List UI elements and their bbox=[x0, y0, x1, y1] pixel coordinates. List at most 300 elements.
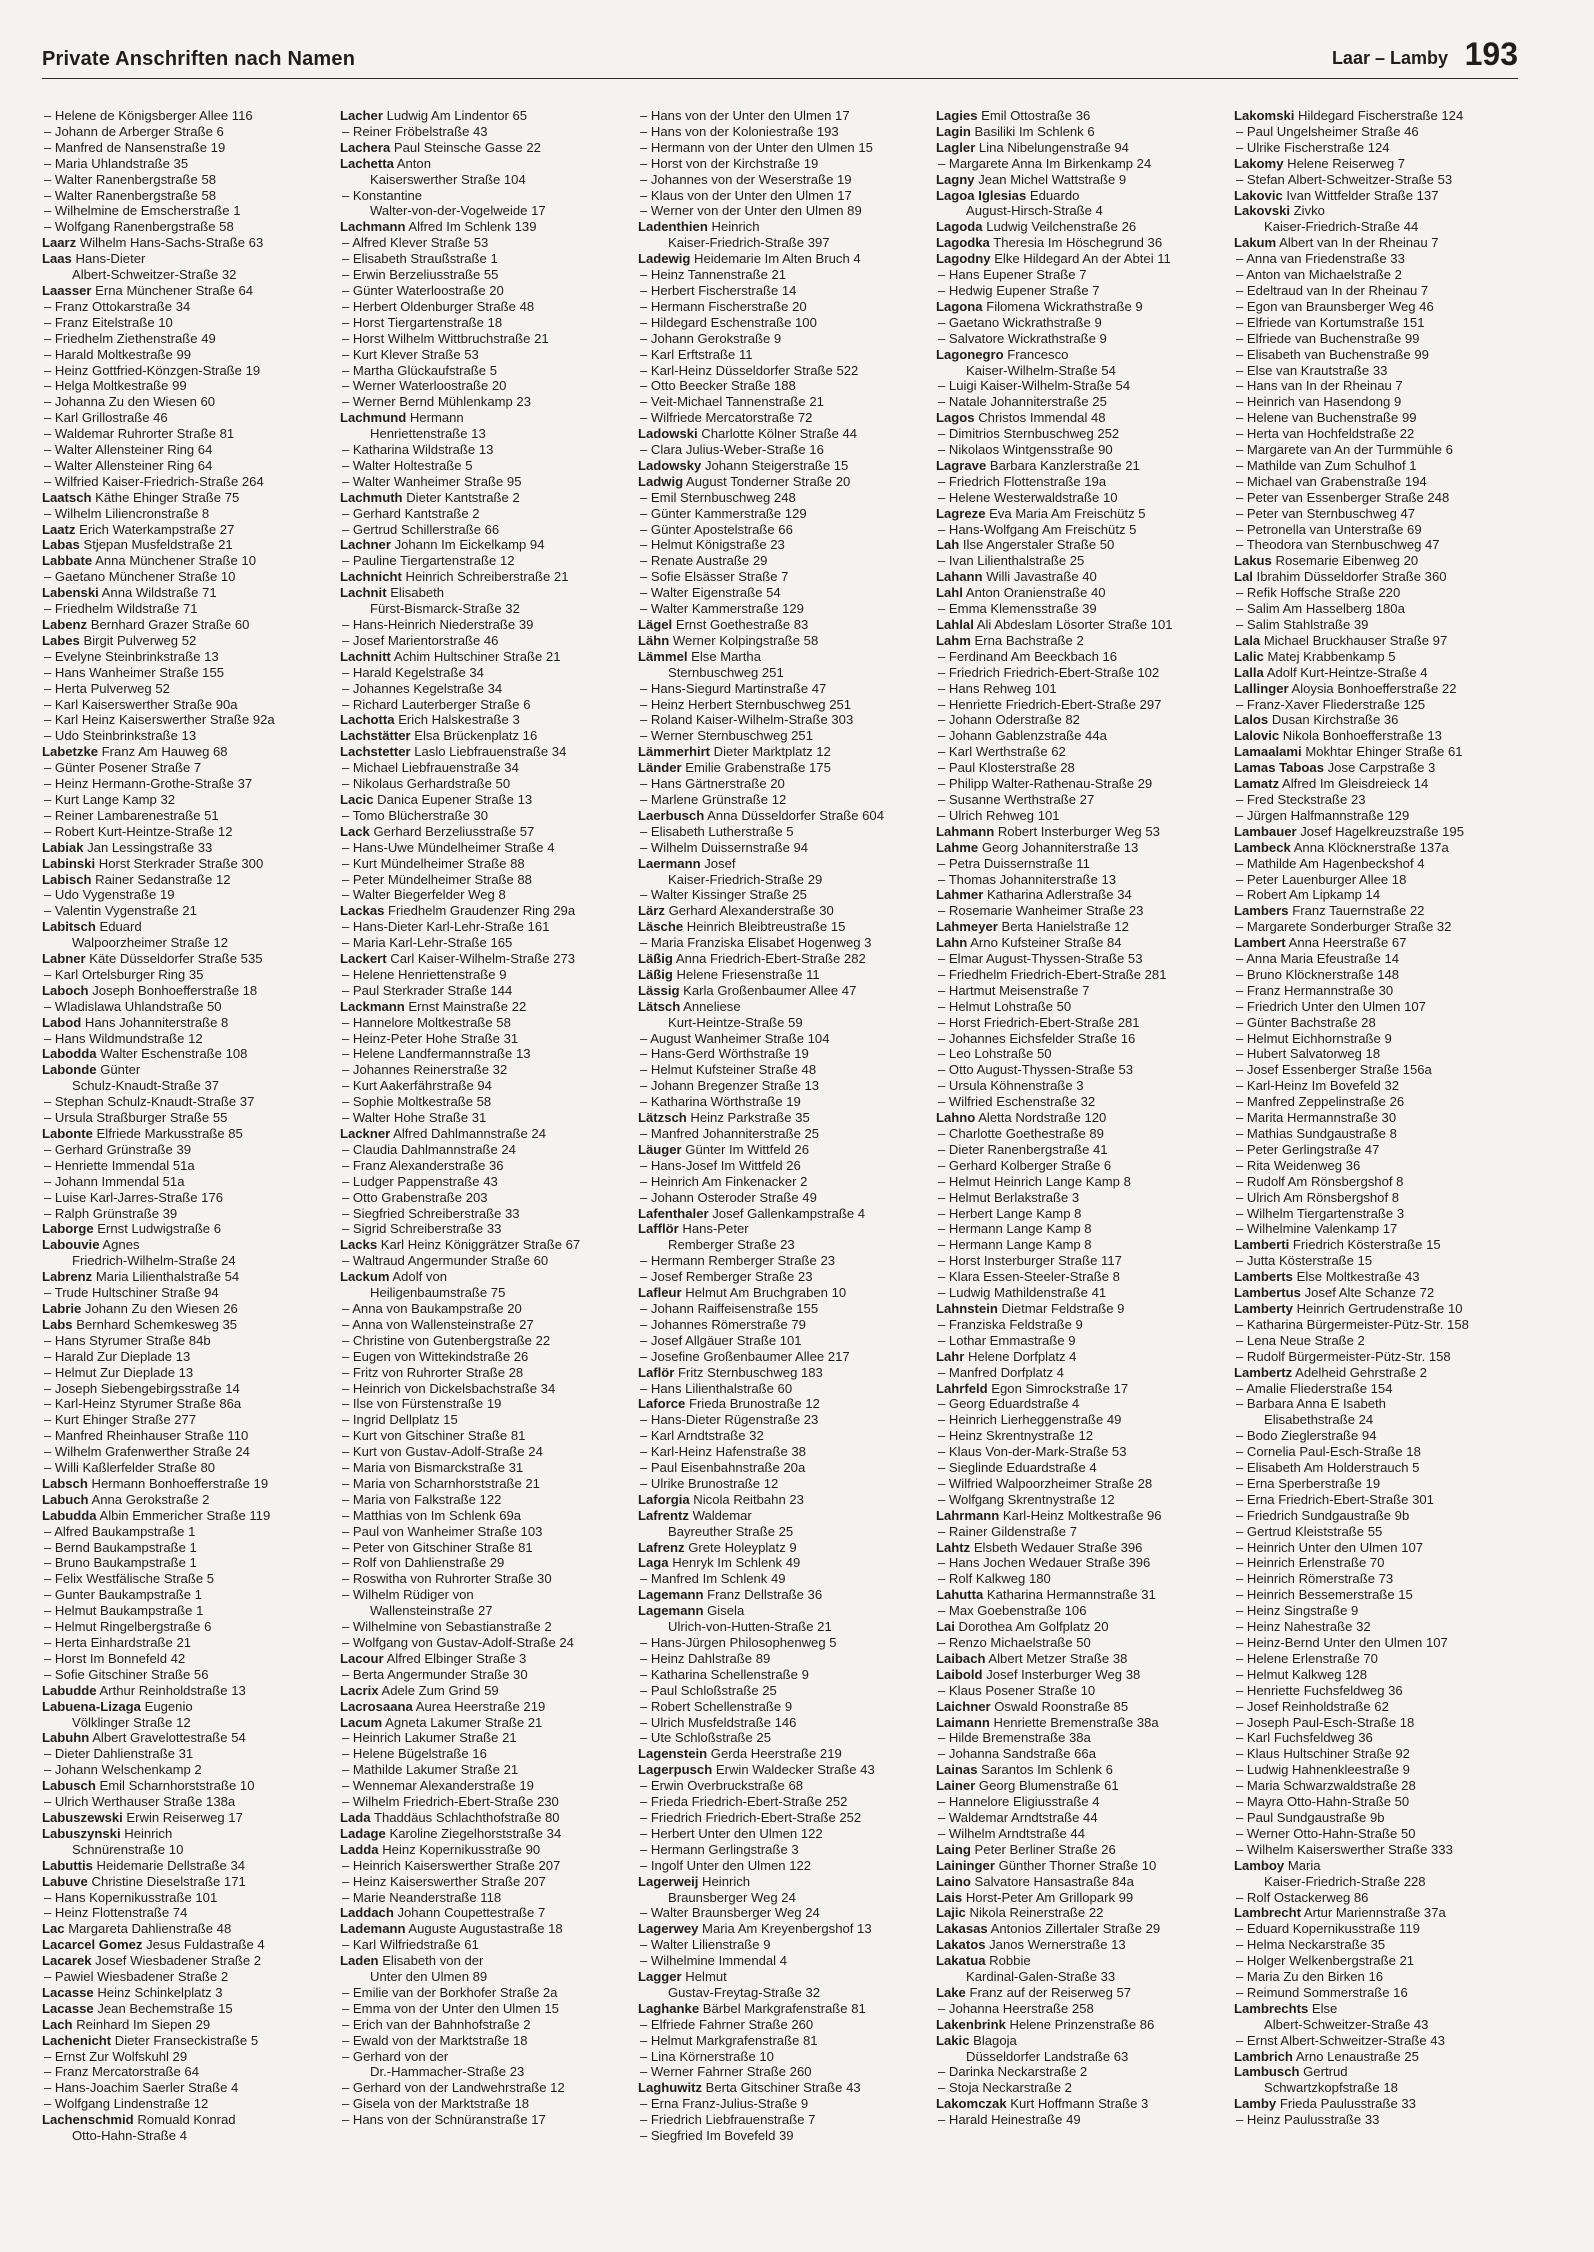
entry-line: – Reimund Sommerstraße 16 bbox=[1234, 1985, 1518, 2001]
entry-line: – Hermann Lange Kamp 8 bbox=[936, 1237, 1220, 1253]
entry-text: Else Moltkestraße 43 bbox=[1292, 1269, 1420, 1285]
entry-text: Georg Blumenstraße 61 bbox=[975, 1778, 1119, 1794]
entry-line: – Marlene Grünstraße 12 bbox=[638, 792, 922, 808]
surname: Lagerwey bbox=[638, 1921, 699, 1937]
entry-line: – Karl Fuchsfeldweg 36 bbox=[1234, 1730, 1518, 1746]
entry-surname-line bbox=[340, 1810, 624, 1826]
entry-line: – Helmut Lohstraße 50 bbox=[936, 999, 1220, 1015]
surname: Lakasas bbox=[936, 1921, 988, 1937]
surname: Lachstätter bbox=[340, 728, 411, 744]
entry-line: – Katharina Schellenstraße 9 bbox=[638, 1667, 922, 1683]
surname: Lafflör bbox=[638, 1221, 679, 1237]
entry-line: – Lothar Emmastraße 9 bbox=[936, 1333, 1220, 1349]
entry-line: – Wilfried Kaiser-Friedrich-Straße 264 bbox=[42, 474, 326, 490]
entry-text: Jose Carpstraße 3 bbox=[1324, 760, 1436, 776]
entry-line: – Franz-Xaver Fliederstraße 125 bbox=[1234, 697, 1518, 713]
surname: Laasser bbox=[42, 282, 92, 298]
entry-line: – Ludwig Mathildenstraße 41 bbox=[936, 1285, 1220, 1301]
entry-line: – Karl-Heinz Düsseldorfer Straße 522 bbox=[638, 363, 922, 379]
entry-continuation: Albert-Schweitzer-Straße 43 bbox=[1264, 2016, 1429, 2032]
entry-line: – August Wanheimer Straße 104 bbox=[638, 1031, 922, 1047]
entry-line: – Hans Jochen Wedauer Straße 396 bbox=[936, 1555, 1220, 1571]
surname: Lagona bbox=[936, 298, 983, 314]
entry-line: – Willi Kaßlerfelder Straße 80 bbox=[42, 1460, 326, 1476]
entry-line: – Werner Bernd Mühlenkamp 23 bbox=[340, 394, 624, 410]
entry-surname-line bbox=[42, 235, 326, 251]
entry-text: Peter Berliner Straße 26 bbox=[970, 1841, 1116, 1857]
entry-text: Paul Steinsche Gasse 22 bbox=[390, 139, 541, 155]
entry-line: – Klaus Hultschiner Straße 92 bbox=[1234, 1746, 1518, 1762]
entry-text: Carl Kaiser-Wilhelm-Straße 273 bbox=[386, 951, 576, 967]
surname: Lagreze bbox=[936, 505, 986, 521]
entry-line: – Ulrich Am Rönsbergshof 8 bbox=[1234, 1190, 1518, 1206]
surname: Lakomski bbox=[1234, 108, 1295, 123]
entry-line: – Josef Reinholdstraße 62 bbox=[1234, 1699, 1518, 1715]
entry-line: – Ralph Grünstraße 39 bbox=[42, 1206, 326, 1222]
entry-line: – Elfriede van Buchenstraße 99 bbox=[1234, 331, 1518, 347]
entry-line: – Klaus Posener Straße 10 bbox=[936, 1683, 1220, 1699]
entry-line: – Matthias von Im Schlenk 69a bbox=[340, 1508, 624, 1524]
entry-text: Erna Bachstraße 2 bbox=[970, 632, 1084, 648]
entry-text: Arthur Reinholdstraße 13 bbox=[96, 1682, 246, 1698]
entry-line: – Bodo Zieglerstraße 94 bbox=[1234, 1428, 1518, 1444]
entry-text: Alfred Im Gleisdreieck 14 bbox=[1279, 776, 1429, 792]
entry-line: – Helmut Markgrafenstraße 81 bbox=[638, 2033, 922, 2049]
entry-line: – Gerhard Kolberger Straße 6 bbox=[936, 1158, 1220, 1174]
entry-line: – Helmut Heinrich Lange Kamp 8 bbox=[936, 1174, 1220, 1190]
surname: Lachera bbox=[340, 139, 391, 155]
surname: Lachmuth bbox=[340, 489, 403, 505]
surname: Lacks bbox=[340, 1237, 378, 1253]
entry-text: Emil Ottostraße 36 bbox=[977, 108, 1091, 123]
entry-surname-line bbox=[638, 219, 922, 235]
surname: Lahm bbox=[936, 632, 971, 648]
entry-line: – Ludger Pappenstraße 43 bbox=[340, 1174, 624, 1190]
entry-text: Anneliese bbox=[680, 998, 741, 1014]
entry-line: – Else van Krautstraße 33 bbox=[1234, 363, 1518, 379]
page-title: Private Anschriften nach Namen bbox=[42, 48, 356, 70]
entry-line: – Paul Sundgaustraße 9b bbox=[1234, 1810, 1518, 1826]
entry-line: – Helene de Königsberger Allee 116 bbox=[42, 108, 326, 124]
entry-text: Adelheid Gehrstraße 2 bbox=[1292, 1364, 1427, 1380]
entry-line: – Rosemarie Wanheimer Straße 23 bbox=[936, 903, 1220, 919]
entry-text: Elfriede Markusstraße 85 bbox=[92, 1126, 243, 1141]
surname: Labuszewski bbox=[42, 1809, 123, 1825]
surname: Laarz bbox=[42, 235, 77, 251]
entry-text: Friedrich Kösterstraße 15 bbox=[1289, 1237, 1441, 1253]
entry-line: – Walter Lilienstraße 9 bbox=[638, 1937, 922, 1953]
entry-text: Alfred Dahlmannstraße 24 bbox=[390, 1126, 546, 1141]
surname: Lachstetter bbox=[340, 744, 411, 760]
entry-line: – Helene Westerwaldstraße 10 bbox=[936, 490, 1220, 506]
entry-line: – Johannes Reinerstraße 32 bbox=[340, 1062, 624, 1078]
entry-line: – Rita Weidenweg 36 bbox=[1234, 1158, 1518, 1174]
entry-surname-line bbox=[1234, 2001, 1518, 2017]
entry-surname-line bbox=[936, 1842, 1220, 1858]
surname: Lambertz bbox=[1234, 1364, 1293, 1380]
entry-surname-line bbox=[638, 2001, 922, 2017]
surname: Labas bbox=[42, 537, 80, 553]
entry-text: Ernst Mainstraße 22 bbox=[404, 998, 527, 1014]
entry-line: – Friedrich Friedrich-Ebert-Straße 252 bbox=[638, 1810, 922, 1826]
entry-text: Aloysia Bonhoefferstraße 22 bbox=[1288, 680, 1457, 696]
entry-surname-line bbox=[1234, 935, 1518, 951]
entry-text: Maria bbox=[1284, 1857, 1321, 1873]
entry-line: – Johanna Sandstraße 66a bbox=[936, 1746, 1220, 1762]
surname: Lahmer bbox=[936, 887, 984, 903]
entry-surname-line bbox=[42, 951, 326, 967]
entry-line: – Robert Am Lipkamp 14 bbox=[1234, 887, 1518, 903]
surname: Lachmund bbox=[340, 410, 407, 426]
entry-surname-line bbox=[638, 1969, 922, 1985]
entry-line: – Friedrich Sundgaustraße 9b bbox=[1234, 1508, 1518, 1524]
entry-continuation: Schulz-Knaudt-Straße 37 bbox=[72, 1078, 220, 1094]
surname: Lalla bbox=[1234, 664, 1264, 680]
surname: Labetzke bbox=[42, 744, 99, 760]
entry-line: – Johann Osteroder Straße 49 bbox=[638, 1190, 922, 1206]
entry-text: Erwin Reiserweg 17 bbox=[122, 1809, 243, 1825]
entry-text: Else Martha bbox=[687, 648, 761, 664]
entry-line: – Jutta Kösterstraße 15 bbox=[1234, 1253, 1518, 1269]
surname: Lagerpusch bbox=[638, 1762, 713, 1778]
entry-surname-line bbox=[340, 744, 624, 760]
entry-surname-line bbox=[638, 1921, 922, 1937]
entry-line: – Marie Neanderstraße 118 bbox=[340, 1890, 624, 1906]
entry-continuation: Remberger Straße 23 bbox=[668, 1237, 795, 1253]
entry-text: Albert Gravelottestraße 54 bbox=[89, 1730, 246, 1746]
entry-surname-line bbox=[936, 633, 1220, 649]
entry-line: – Wilhelm Liliencronstraße 8 bbox=[42, 506, 326, 522]
entry-line: – Walter Kammerstraße 129 bbox=[638, 601, 922, 617]
entry-line: – Waldemar Ruhrorter Straße 81 bbox=[42, 426, 326, 442]
surname: Lacour bbox=[340, 1650, 384, 1666]
entry-line: – Johann Bregenzer Straße 13 bbox=[638, 1078, 922, 1094]
entry-line: – Manfred Johanniterstraße 25 bbox=[638, 1126, 922, 1142]
entry-text: Heinrich bbox=[698, 1873, 751, 1889]
entry-line: – Karl-Heinz Styrumer Straße 86a bbox=[42, 1396, 326, 1412]
entry-line: – Horst Tiergartenstraße 18 bbox=[340, 315, 624, 331]
entry-text: Katharina Hermannstraße 31 bbox=[983, 1587, 1156, 1603]
entry-line: – Hans Rehweg 101 bbox=[936, 681, 1220, 697]
surname: Lahnstein bbox=[936, 1300, 998, 1316]
entry-line: – Wolfgang Skrentnystraße 12 bbox=[936, 1492, 1220, 1508]
entry-line: – Alfred Klever Straße 53 bbox=[340, 235, 624, 251]
entry-text: Bernhard Grazer Straße 60 bbox=[87, 617, 250, 632]
entry-surname-line bbox=[936, 458, 1220, 474]
entry-text: Hans-Peter bbox=[678, 1221, 749, 1237]
surname: Laerbusch bbox=[638, 807, 705, 823]
entry-continuation: Kurt-Heintze-Straße 59 bbox=[668, 1014, 803, 1030]
entry-surname-line bbox=[1234, 235, 1518, 251]
surname: Lagrave bbox=[936, 457, 987, 473]
entry-text: Gertrud bbox=[1299, 2064, 1348, 2080]
entry-line: – Siegfried Im Bovefeld 39 bbox=[638, 2128, 922, 2144]
entry-text: Bernhard Schemkesweg 35 bbox=[72, 1316, 238, 1332]
surname: Labonde bbox=[42, 1062, 97, 1078]
surname: Lagemann bbox=[638, 1603, 704, 1619]
entry-line: – Werner Otto-Hahn-Straße 50 bbox=[1234, 1826, 1518, 1842]
entry-line: – Gaetano Münchener Straße 10 bbox=[42, 569, 326, 585]
entry-text: Rosemarie Eibenweg 20 bbox=[1271, 553, 1419, 569]
entry-line: – Susanne Werthstraße 27 bbox=[936, 792, 1220, 808]
entry-text: Johann Im Eickelkamp 94 bbox=[390, 537, 545, 553]
surname: Lämmerhirt bbox=[638, 744, 711, 760]
surname: Labinski bbox=[42, 855, 96, 871]
surname: Lagodny bbox=[936, 251, 991, 267]
entry-surname-line bbox=[340, 712, 624, 728]
surname: Lajic bbox=[936, 1905, 966, 1921]
surname: Lacrosaana bbox=[340, 1698, 413, 1714]
entry-line: – Edeltraud van In der Rheinau 7 bbox=[1234, 283, 1518, 299]
surname: Labenz bbox=[42, 617, 88, 632]
entry-surname-line bbox=[42, 840, 326, 856]
entry-line: – Werner Sternbuschweg 251 bbox=[638, 728, 922, 744]
entry-continuation: Otto-Hahn-Straße 4 bbox=[72, 2128, 187, 2144]
entry-line: – Peter Mündelheimer Straße 88 bbox=[340, 872, 624, 888]
entry-text: Helmut Am Bruchgraben 10 bbox=[681, 1285, 847, 1301]
surname: Labsch bbox=[42, 1475, 88, 1491]
entry-surname-line bbox=[42, 983, 326, 999]
entry-text: Dieter Kantstraße 2 bbox=[402, 489, 520, 505]
surname: Ladowski bbox=[638, 426, 698, 442]
entry-surname-line bbox=[340, 1842, 624, 1858]
entry-text: Heinz Parkstraße 35 bbox=[686, 1110, 810, 1126]
entry-continuation: Kaiser-Friedrich-Straße 228 bbox=[1264, 1873, 1426, 1889]
entry-line: – Friedhelm Wildstraße 71 bbox=[42, 601, 326, 617]
entry-text: Elisabeth von der bbox=[378, 1953, 484, 1969]
surname: Ladwig bbox=[638, 473, 684, 489]
entry-line: – Herbert Unter den Ulmen 122 bbox=[638, 1826, 922, 1842]
surname: Lalic bbox=[1234, 648, 1264, 664]
entry-line: – Peter van Sternbuschweg 47 bbox=[1234, 506, 1518, 522]
entry-line: – Hans-Wolfgang Am Freischütz 5 bbox=[936, 522, 1220, 538]
surname: Laibold bbox=[936, 1666, 983, 1682]
entry-line: – Henriette Immendal 51a bbox=[42, 1158, 326, 1174]
page-number: 193 bbox=[1464, 36, 1518, 72]
entry-line: – Heinz Hermann-Grothe-Straße 37 bbox=[42, 776, 326, 792]
entry-line: – Kurt Mündelheimer Straße 88 bbox=[340, 856, 624, 872]
surname: Lacic bbox=[340, 791, 374, 807]
entry-line: – Horst Im Bonnefeld 42 bbox=[42, 1651, 326, 1667]
entry-text: Ludwig Veilchenstraße 26 bbox=[982, 219, 1137, 235]
entry-text: Helene Friesenstraße 11 bbox=[672, 966, 820, 982]
entry-line: – Gerhard von der bbox=[340, 2049, 624, 2065]
entry-surname-line bbox=[638, 967, 922, 983]
entry-text: Franz Am Hauweg 68 bbox=[98, 744, 228, 760]
entry-surname-line bbox=[936, 1110, 1220, 1126]
surname: Lalos bbox=[1234, 712, 1269, 728]
entry-text: Hans Johanniterstraße 8 bbox=[81, 1014, 229, 1030]
entry-surname-line bbox=[42, 1301, 326, 1317]
entry-line: – Katharina Bürgermeister-Pütz-Str. 158 bbox=[1234, 1317, 1518, 1333]
surname: Lachmann bbox=[340, 219, 406, 235]
entry-surname-line bbox=[936, 124, 1220, 140]
surname: Laden bbox=[340, 1953, 379, 1969]
entry-text: Wilhelm Hans-Sachs-Straße 63 bbox=[76, 235, 264, 251]
entry-surname-line bbox=[638, 760, 922, 776]
entry-text: Berta Hanielstraße 12 bbox=[997, 919, 1129, 935]
entry-continuation: August-Hirsch-Straße 4 bbox=[966, 203, 1103, 219]
entry-line: – Johann de Arberger Straße 6 bbox=[42, 124, 326, 140]
entry-line: – Dieter Dahlienstraße 31 bbox=[42, 1746, 326, 1762]
surname: Laimann bbox=[936, 1714, 990, 1730]
entry-surname-line bbox=[340, 156, 624, 172]
surname: Läsche bbox=[638, 919, 684, 935]
entry-text: Eduardo bbox=[1026, 187, 1080, 203]
entry-line: – Valentin Vygenstraße 21 bbox=[42, 903, 326, 919]
entry-text: Josef Insterburger Weg 38 bbox=[982, 1666, 1141, 1682]
entry-line: – Lena Neue Straße 2 bbox=[1234, 1333, 1518, 1349]
entry-surname-line bbox=[936, 935, 1220, 951]
entry-text: Maria Lilienthalstraße 54 bbox=[92, 1269, 240, 1285]
entry-text: Robbie bbox=[985, 1953, 1031, 1969]
entry-line: – Paul Ungelsheimer Straße 46 bbox=[1234, 124, 1518, 140]
entry-line: – Günter Waterloostraße 20 bbox=[340, 283, 624, 299]
entry-line: – Peter Gerlingstraße 47 bbox=[1234, 1142, 1518, 1158]
entry-surname-line bbox=[42, 744, 326, 760]
entry-surname-line bbox=[936, 1985, 1220, 2001]
entry-line: – Mayra Otto-Hahn-Straße 50 bbox=[1234, 1794, 1518, 1810]
entry-surname-line bbox=[340, 1237, 624, 1253]
entry-line: – Hans-Uwe Mündelheimer Straße 4 bbox=[340, 840, 624, 856]
entry-continuation: Düsseldorfer Landstraße 63 bbox=[966, 2048, 1129, 2064]
surname: Lah bbox=[936, 537, 960, 553]
entry-line: – Stoja Neckarstraße 2 bbox=[936, 2080, 1220, 2096]
entry-line: – Karl Arndtstraße 32 bbox=[638, 1428, 922, 1444]
entry-surname-line bbox=[936, 1540, 1220, 1556]
entry-line: – Horst Friedrich-Ebert-Straße 281 bbox=[936, 1015, 1220, 1031]
directory-columns bbox=[42, 108, 1518, 2178]
entry-text: Georg Johanniterstraße 13 bbox=[978, 839, 1139, 855]
entry-surname-line bbox=[936, 617, 1220, 633]
surname: Labitsch bbox=[42, 919, 96, 935]
entry-line: – Herta van Hochfeldstraße 22 bbox=[1234, 426, 1518, 442]
entry-line: – Günter Posener Straße 7 bbox=[42, 760, 326, 776]
entry-surname-line bbox=[1234, 1365, 1518, 1381]
surname: Lagerweij bbox=[638, 1873, 699, 1889]
entry-line: – Bruno Baukampstraße 1 bbox=[42, 1555, 326, 1571]
entry-text: Werner Kolpingstraße 58 bbox=[669, 632, 819, 648]
entry-line: – Heinrich Bessemerstraße 15 bbox=[1234, 1587, 1518, 1603]
entry-line: – Siegfried Schreiberstraße 33 bbox=[340, 1206, 624, 1222]
entry-surname-line bbox=[1234, 665, 1518, 681]
surname: Lagger bbox=[638, 1969, 682, 1985]
entry-line: – Rolf Kalkweg 180 bbox=[936, 1571, 1220, 1587]
entry-surname-line bbox=[936, 235, 1220, 251]
entry-line: – Ulrich Musfeldstraße 146 bbox=[638, 1715, 922, 1731]
surname: Lachnitt bbox=[340, 648, 391, 664]
surname: Lafleur bbox=[638, 1285, 682, 1301]
entry-line: – Klaus Von-der-Mark-Straße 53 bbox=[936, 1444, 1220, 1460]
entry-surname-line bbox=[42, 1508, 326, 1524]
entry-line: – Wilhelm Grafenwerther Straße 24 bbox=[42, 1444, 326, 1460]
surname: Labrie bbox=[42, 1300, 82, 1316]
entry-surname-line bbox=[1234, 2096, 1518, 2112]
entry-text: Robert Insterburger Weg 53 bbox=[994, 823, 1160, 839]
surname: Lakomczak bbox=[936, 2096, 1007, 2112]
entry-line: – Heinz Nahestraße 32 bbox=[1234, 1619, 1518, 1635]
directory-column-3 bbox=[638, 108, 922, 2178]
entry-line: – Johannes von der Weserstraße 19 bbox=[638, 172, 922, 188]
entry-text: Francesco bbox=[1003, 346, 1069, 362]
entry-line: – Ursula Köhnenstraße 3 bbox=[936, 1078, 1220, 1094]
entry-text: Fritz Sternbuschweg 183 bbox=[674, 1364, 823, 1380]
entry-text: Antonios Zillertaler Straße 29 bbox=[987, 1921, 1161, 1937]
entry-surname-line bbox=[1234, 553, 1518, 569]
entry-surname-line bbox=[42, 856, 326, 872]
entry-text: Ivan Wittfelder Straße 137 bbox=[1282, 187, 1439, 203]
entry-surname-line bbox=[1234, 1285, 1518, 1301]
entry-line: – Günter Apostelstraße 66 bbox=[638, 522, 922, 538]
entry-surname-line bbox=[936, 410, 1220, 426]
entry-line: – Hans Eupener Straße 7 bbox=[936, 267, 1220, 283]
entry-text: Günther Thorner Straße 10 bbox=[994, 1857, 1157, 1873]
entry-text: Jean Bechemstraße 15 bbox=[93, 2000, 233, 2016]
entry-text: Käte Düsseldorfer Straße 535 bbox=[85, 951, 263, 967]
surname: Lafrentz bbox=[638, 1507, 689, 1523]
entry-line: – Hans von der Schnüranstraße 17 bbox=[340, 2112, 624, 2128]
entry-line: – Ulrike Brunostraße 12 bbox=[638, 1476, 922, 1492]
entry-line: – Karl-Heinz Hafenstraße 38 bbox=[638, 1444, 922, 1460]
entry-surname-line bbox=[638, 1555, 922, 1571]
surname: Läuger bbox=[638, 1141, 682, 1157]
entry-line: – Ulrike Fischerstraße 124 bbox=[1234, 140, 1518, 156]
entry-line: – Helmut Ringelbergstraße 6 bbox=[42, 1619, 326, 1635]
entry-line: – Kurt von Gustav-Adolf-Straße 24 bbox=[340, 1444, 624, 1460]
entry-line: – Marita Hermannstraße 30 bbox=[1234, 1110, 1518, 1126]
entry-line: – Heinz Kaiserswerther Straße 207 bbox=[340, 1874, 624, 1890]
entry-surname-line bbox=[638, 633, 922, 649]
surname: Lack bbox=[340, 823, 370, 839]
directory-column-1 bbox=[42, 108, 326, 2178]
entry-line: – Waldemar Arndtstraße 44 bbox=[936, 1810, 1220, 1826]
entry-text: Helmut bbox=[681, 1969, 727, 1985]
surname: Laino bbox=[936, 1873, 971, 1889]
surname: Lahl bbox=[936, 585, 963, 601]
entry-surname-line bbox=[936, 1890, 1220, 1906]
entry-line: – Gertrud Kleiststraße 55 bbox=[1234, 1524, 1518, 1540]
entry-line: – Josefine Großenbaumer Allee 217 bbox=[638, 1349, 922, 1365]
entry-line: – Luigi Kaiser-Wilhelm-Straße 54 bbox=[936, 378, 1220, 394]
entry-continuation: Kardinal-Galen-Straße 33 bbox=[966, 1969, 1116, 1985]
entry-text: August Tonderner Straße 20 bbox=[683, 473, 851, 489]
entry-line: – Reiner Fröbelstraße 43 bbox=[340, 124, 624, 140]
entry-surname-line bbox=[936, 1301, 1220, 1317]
entry-line: – Paul Schloßstraße 25 bbox=[638, 1683, 922, 1699]
surname: Lambusch bbox=[1234, 2064, 1300, 2080]
surname: Lamaalami bbox=[1234, 744, 1302, 760]
entry-surname-line bbox=[340, 585, 624, 601]
entry-text: Hans-Dieter bbox=[71, 251, 146, 267]
entry-surname-line bbox=[340, 951, 624, 967]
surname: Lamberts bbox=[1234, 1269, 1293, 1285]
entry-line: – Heinz-Peter Hohe Straße 31 bbox=[340, 1031, 624, 1047]
entry-surname-line bbox=[1234, 633, 1518, 649]
entry-line: – Wilfriede Mercatorstraße 72 bbox=[638, 410, 922, 426]
surname: Lai bbox=[936, 1619, 955, 1635]
surname: Lakomy bbox=[1234, 155, 1284, 171]
entry-line: – Johann Gablenzstraße 44a bbox=[936, 728, 1220, 744]
entry-line: – Elisabeth Lutherstraße 5 bbox=[638, 824, 922, 840]
entry-line: – Trude Hultschiner Straße 94 bbox=[42, 1285, 326, 1301]
entry-surname-line bbox=[340, 1651, 624, 1667]
entry-surname-line bbox=[1234, 203, 1518, 219]
surname: Ladowsky bbox=[638, 457, 702, 473]
entry-line: – Joseph Paul-Esch-Straße 18 bbox=[1234, 1715, 1518, 1731]
entry-line: – Elisabeth van Buchenstraße 99 bbox=[1234, 347, 1518, 363]
entry-surname-line bbox=[1234, 2064, 1518, 2080]
entry-line: – Johann Oderstraße 82 bbox=[936, 712, 1220, 728]
